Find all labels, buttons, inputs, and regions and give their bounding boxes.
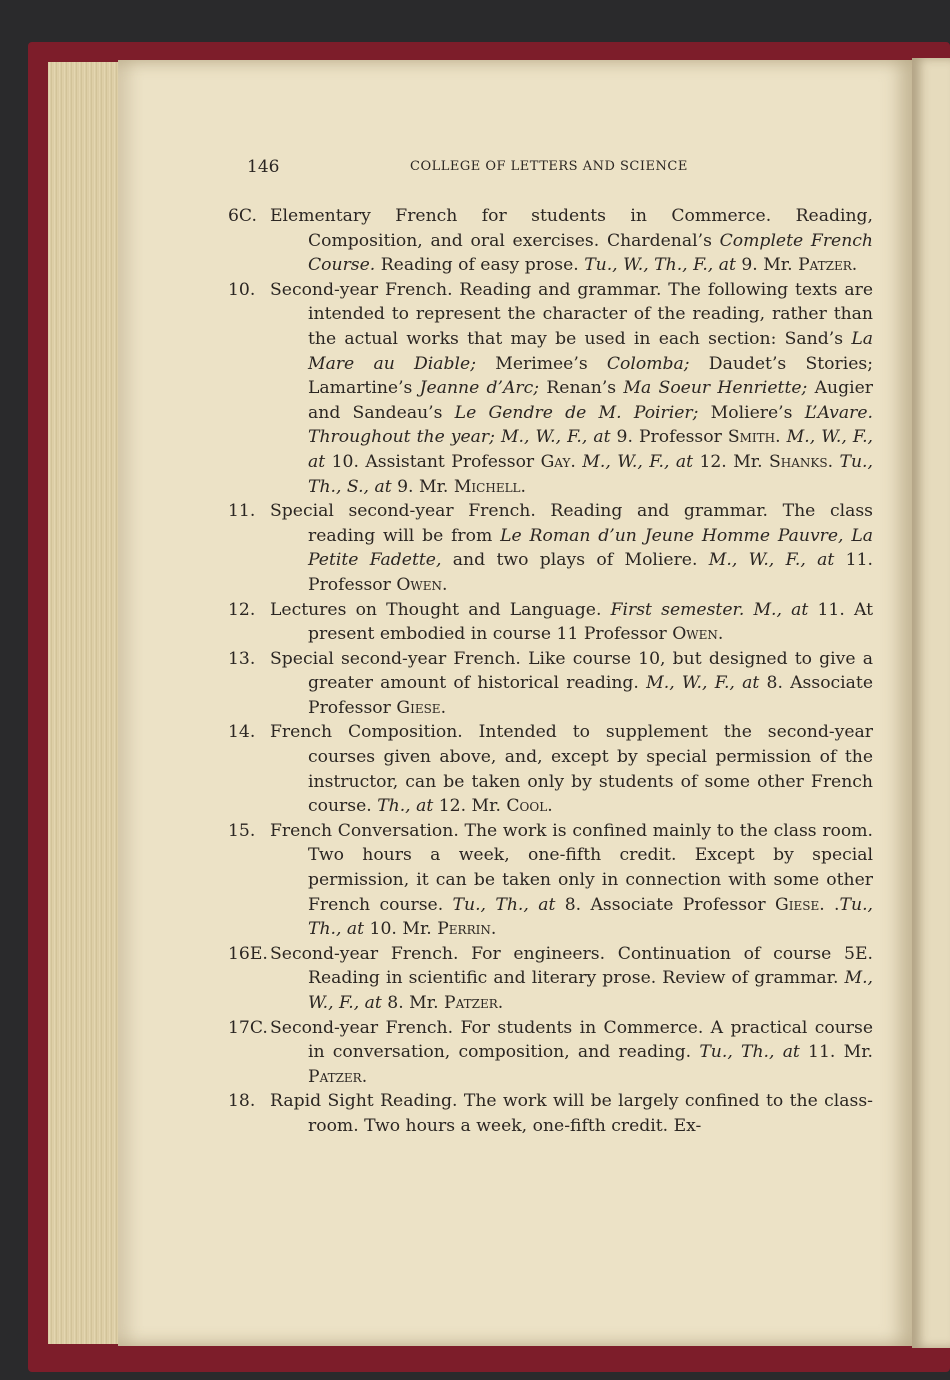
course-entry [228, 598, 873, 647]
course-number: 10. [228, 279, 256, 300]
page-number: 146 [247, 157, 280, 177]
course-number: 17C. [228, 1017, 268, 1038]
course-description: Special second-year French. Like course 10, but designed to give a greater amount of historical reading. M., W., F., at 8. Associate Professor Giese. [270, 648, 873, 718]
running-title: COLLEGE OF LETTERS AND SCIENCE [410, 159, 688, 174]
course-number: 16E. [228, 943, 268, 964]
course-description: Second-year French. Reading and grammar. The following texts are intended to represent the character of the reading, rather than the actual works that may be used in each section: Sand’s La Mare au Diable; Merimee’s Colomba; Daudet’s Stories; Lamartine’s Jeanne d’Arc; Renan’s Ma Soeur Henriette; Augier and Sandeau’s Le Gendre de M. Poirier; Moliere’s L’Avare. Throughout the year; M., W., F., at 9. Professor Smith. M., W., F., at 10. Assistant Professor Gay. M., W., F., at 12. Mr. Shanks. Tu., Th., S., at 9. Mr. Michell. [270, 279, 874, 497]
course-number: 14. [228, 722, 256, 743]
course-number: 15. [228, 820, 256, 841]
course-description: French Composition. Intended to supplement the second-year courses given above, and, except by special permission of the instructor, can be taken only by students of some other French course. Th., at 12. Mr. Cool. [270, 722, 873, 817]
course-entry [228, 720, 873, 818]
course-description: Elementary French for students in Commerce. Reading, Composition, and oral exercises. Chardenal’s Complete French Course. Reading of easy prose. Tu., W., Th., F., at 9. Mr. Patzer. [270, 206, 873, 276]
course-description: Second-year French. For engineers. Continuation of course 5E. Reading in scientific and literary prose. Review of grammar. M., W., F., at 8. Mr. Patzer. [270, 943, 873, 1013]
course-number: 6C. [228, 206, 257, 226]
course-entry [228, 647, 873, 721]
course-entry [228, 1089, 873, 1138]
course-entry [228, 499, 873, 597]
course-entry [228, 204, 873, 278]
course-entry [228, 1016, 873, 1090]
course-number: 11. [228, 501, 256, 522]
course-number: 13. [228, 648, 256, 669]
facing-page-edge [912, 58, 950, 1348]
page-header [247, 157, 872, 181]
course-number: 18. [228, 1091, 256, 1112]
course-description: French Conversation. The work is confined mainly to the class room. Two hours a week, one-fifth credit. Except by special permission, it can be taken only in connection with some other French course. Tu., Th., at 8. Associate Professor Giese. .Tu., Th., at 10. Mr. Perrin. [270, 820, 873, 940]
course-entry [228, 942, 873, 1016]
course-description: Rapid Sight Reading. The work will be largely confined to the class-room. Two hours a week, one-fifth credit. Ex- [270, 1091, 873, 1136]
course-number: 12. [228, 599, 256, 620]
course-list [228, 204, 874, 1139]
course-entry [228, 819, 873, 942]
course-description: Lectures on Thought and Language. First semester. M., at 11. At present embodied in course 11 Professor Owen. [270, 599, 873, 645]
course-description: Second-year French. For students in Commerce. A practical course in conversation, composition, and reading. Tu., Th., at 11. Mr. Patzer. [270, 1017, 873, 1087]
course-description: Special second-year French. Reading and grammar. The class reading will be from Le Roman d’un Jeune Homme Pauvre, La Petite Fadette, and two plays of Moliere. M., W., F., at 11. Professor Owen. [270, 501, 873, 595]
page-edges [48, 62, 120, 1344]
course-entry [228, 278, 874, 499]
